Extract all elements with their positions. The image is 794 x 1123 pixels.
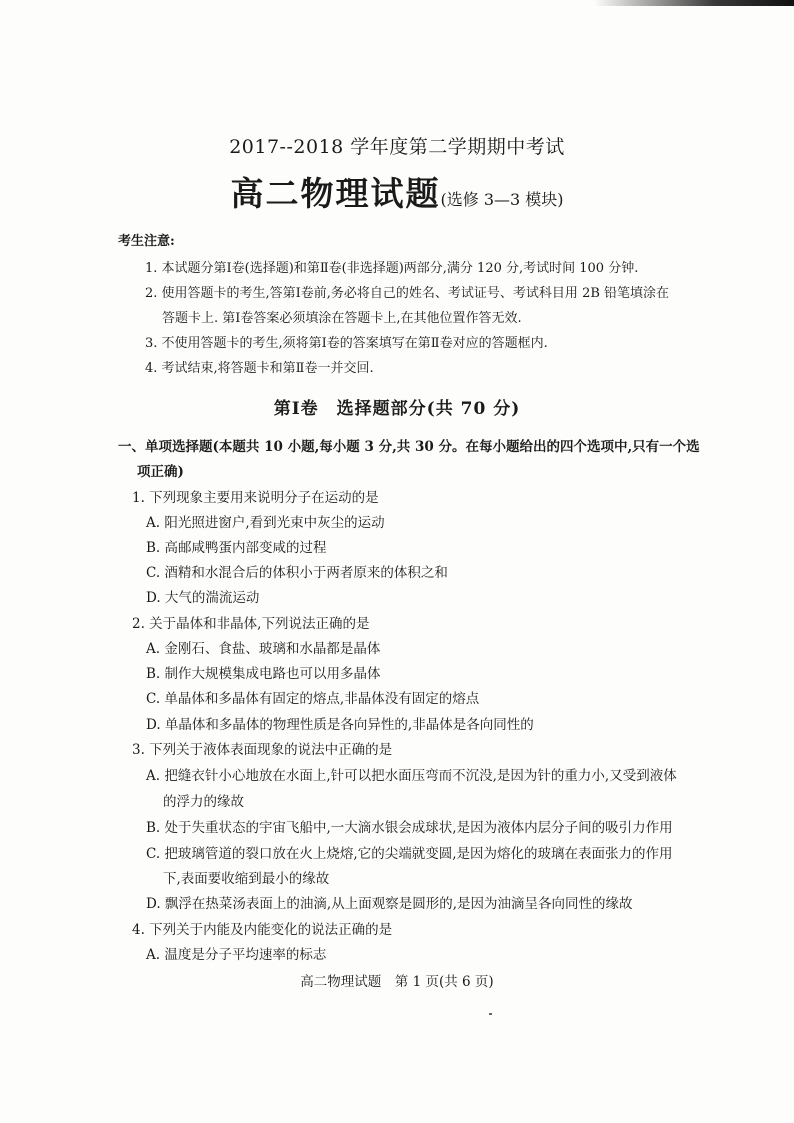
question-option: C. 把玻璃管道的裂口放在火上烧熔,它的尖端就变圆,是因为熔化的玻璃在表面张力的作用 [146,846,673,862]
question-option: C. 酒精和水混合后的体积小于两者原来的体积之和 [146,565,448,581]
scan-edge-mark [594,0,794,6]
part-heading: 一、单项选择题(本题共 10 小题,每小题 3 分,共 30 分。在每小题给出的四个选项中,只有一个选 [118,439,700,455]
page-footer: 高二物理试题 第 1 页(共 6 页) [300,974,494,990]
question-option: C. 单晶体和多晶体有固定的熔点,非晶体没有固定的熔点 [146,691,480,707]
notice-item: 2. 使用答题卡的考生,答第Ⅰ卷前,务必将自己的姓名、考试证号、考试科目用 2B 铅笔填涂在 [145,286,670,301]
question-stem: 1. 下列现象主要用来说明分子在运动的是 [132,490,379,506]
question-option: B. 高邮咸鸭蛋内部变咸的过程 [146,540,327,556]
section-title: 第Ⅰ卷 选择题部分(共 70 分) [273,399,521,419]
question-option: D. 飘浮在热菜汤表面上的油滴,从上面观察是圆形的,是因为油滴呈各向同性的缘故 [146,896,633,912]
subject-title: 高二物理试题 [230,174,441,213]
question-option-continued: 的浮力的缘故 [163,794,244,810]
question-option: D. 单晶体和多晶体的物理性质是各向异性的,非晶体是各向同性的 [146,717,534,733]
part-heading-continued: 项正确) [137,464,184,480]
question-option: A. 金刚石、食盐、玻璃和水晶都是晶体 [146,641,381,657]
exam-title: 2017--2018 学年度第二学期期中考试 [229,136,565,158]
question-option: A. 阳光照进窗户,看到光束中灰尘的运动 [146,515,385,531]
notice-heading: 考生注意: [118,234,175,249]
question-stem: 4. 下列关于内能及内能变化的说法正确的是 [132,922,393,938]
notice-item: 3. 不使用答题卡的考生,须将第Ⅰ卷的答案填写在第Ⅱ卷对应的答题框内. [145,336,548,351]
question-option: D. 大气的湍流运动 [146,590,260,606]
notice-item: 4. 考试结束,将答题卡和第Ⅱ卷一并交回. [145,361,374,376]
scan-speck [489,1013,492,1015]
notice-item: 1. 本试题分第Ⅰ卷(选择题)和第Ⅱ卷(非选择题)两部分,满分 120 分,考试时间 100 分钟. [145,261,639,276]
question-stem: 2. 关于晶体和非晶体,下列说法正确的是 [132,616,370,632]
question-option-continued: 下,表面要收缩到最小的缘故 [163,871,330,887]
subject-note: (选修 3—3 模块) [440,190,564,209]
question-option: A. 把缝衣针小心地放在水面上,针可以把水面压弯而不沉没,是因为针的重力小,又受到液体 [146,768,677,784]
subject-title-line [0,168,794,215]
question-option: B. 处于失重状态的宇宙飞船中,一大滴水银会成球状,是因为液体内层分子间的吸引力作用 [146,820,673,836]
notice-item-continued: 答题卡上. 第Ⅰ卷答案必须填涂在答题卡上,在其他位置作答无效. [162,311,522,326]
question-stem: 3. 下列关于液体表面现象的说法中正确的是 [132,742,393,758]
question-option: B. 制作大规模集成电路也可以用多晶体 [146,666,381,682]
question-option: A. 温度是分子平均速率的标志 [146,947,327,963]
